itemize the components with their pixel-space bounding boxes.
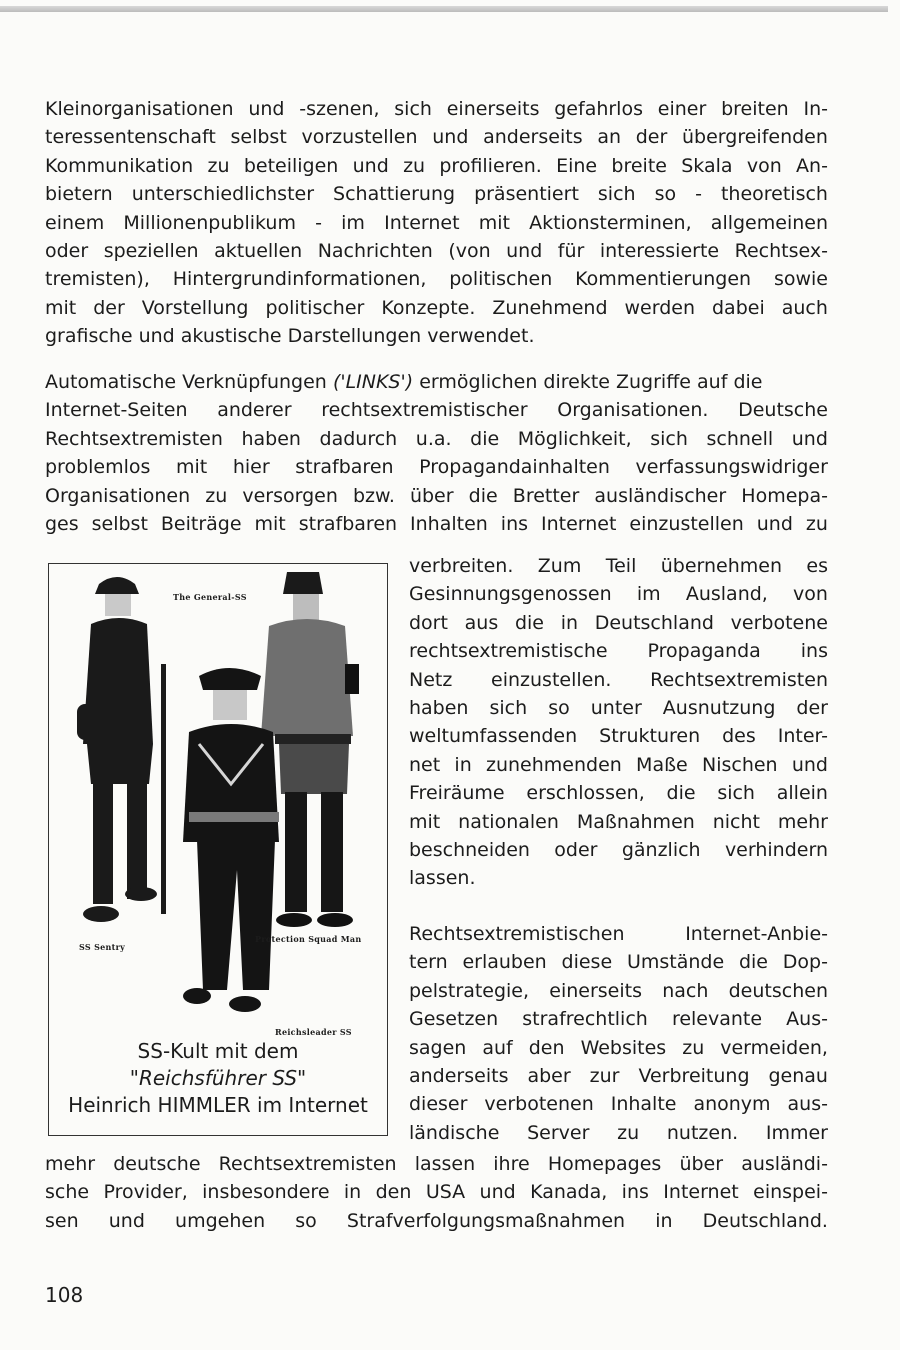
label-protection-squad: Protection Squad Man (255, 934, 362, 944)
paragraph-1 (45, 95, 828, 351)
text-line: dieser verbotenen Inhalte anonym aus- (409, 1093, 828, 1116)
text-line: Internet-Seiten anderer rechtsextremistischer Organisationen. Deutsche (45, 399, 828, 422)
text-line: Netz einzustellen. Rechtsextremisten (409, 668, 828, 691)
text-line: Kommunikation zu beteiligen und zu profilieren. Eine breite Skala von An- (45, 154, 828, 177)
text-line: oder speziellen aktuellen Nachrichten (von und für interessierte Rechtsex- (45, 239, 828, 262)
text-line: sen und umgehen so Strafverfolgungsmaßnahmen in Deutschland. (45, 1209, 828, 1232)
ss-sentry-figure (77, 577, 166, 922)
caption-line-2: "Reichsführer SS" (129, 1066, 307, 1090)
text-line: Freiräume erschlossen, die sich allein (409, 782, 828, 805)
text-line: Rechtsextremisten haben dadurch u.a. die Möglichkeit, sich schnell und (45, 427, 828, 450)
text-line: ges selbst Beiträge mit strafbaren Inhalten ins Internet einzustellen und zu (45, 512, 828, 535)
text-line: Gesinnungsgenossen im Ausland, von (409, 583, 828, 606)
text-line: beschneiden oder gänzlich verhindern (409, 838, 828, 861)
label-ss-sentry: SS Sentry (79, 942, 126, 952)
text-line: teressentenschaft selbst vorzustellen und anderseits an der übergreifenden (45, 126, 828, 149)
column-text-1 (409, 552, 828, 893)
text-line: einem Millionenpublikum - im Internet mit Aktionsterminen, allgemeinen (45, 211, 828, 234)
text-line: Organisationen zu versorgen bzw. über die Bretter ausländischer Homepa- (45, 484, 828, 507)
text-line: haben sich so unter Ausnutzung der (409, 696, 828, 719)
label-general-ss: The General-SS (173, 592, 247, 602)
column-text-2 (409, 920, 828, 1147)
paragraph-bottom (45, 1150, 828, 1235)
text-line: ländische Server zu nutzen. Immer (409, 1121, 828, 1144)
text-line: Kleinorganisationen und -szenen, sich einerseits gefahrlos einer breiten In- (45, 98, 828, 120)
links-term: ('LINKS') (332, 371, 414, 393)
text-line: mehr deutsche Rechtsextremisten lassen ihre Homepages über ausländi- (45, 1153, 828, 1175)
caption-line-3: Heinrich HIMMLER im Internet (68, 1093, 368, 1117)
figure-caption (49, 1038, 387, 1119)
text-line: lassen. (409, 867, 476, 890)
text-line: sche Provider, insbesondere in den USA und Kanada, ins Internet einspei- (45, 1181, 828, 1204)
figure-ss-uniforms (48, 563, 388, 1136)
text-line: mit der Vorstellung politischer Konzepte. Zunehmend werden dabei auch (45, 296, 828, 319)
text-line: dort aus die in Deutschland verbotene (409, 611, 828, 634)
page-number: 108 (45, 1283, 84, 1307)
text-line: weltumfassenden Strukturen des Inter- (409, 725, 828, 748)
label-reichsleader: Reichsleader SS (275, 1027, 352, 1037)
text-line: tern erlauben diese Umstände die Dop- (409, 951, 828, 974)
protection-squad-figure (261, 572, 359, 927)
paragraph-2 (45, 368, 828, 538)
text-line: net in zunehmenden Maße Nischen und (409, 753, 828, 776)
text-line: grafische und akustische Darstellungen verwendet. (45, 325, 535, 348)
text-line: pelstrategie, einerseits nach deutschen (409, 979, 828, 1002)
text-line: sagen auf den Websites zu vermeiden, (409, 1036, 828, 1059)
text-line: Rechtsextremistischen Internet-Anbie- (409, 923, 828, 945)
text-line: mit nationalen Maßnahmen nicht mehr (409, 810, 828, 833)
text-line: rechtsextremistische Propaganda ins (409, 640, 828, 663)
text-line: tremisten), Hintergrundinformationen, politischen Kommentierungen sowie (45, 268, 828, 291)
text-line: bietern unterschiedlichster Schattierung präsentiert sich so - theoretisch (45, 183, 828, 206)
text-line: verbreiten. Zum Teil übernehmen es (409, 555, 828, 577)
uniform-illustration (49, 564, 387, 1034)
text-line: anderseits aber zur Verbreitung genau (409, 1064, 828, 1087)
text-line: Automatische Verknüpfungen ('LINKS') ermöglichen direkte Zugriffe auf die (45, 368, 828, 396)
top-scan-rule (0, 6, 888, 12)
caption-line-1: SS-Kult mit dem (137, 1039, 299, 1063)
text-line: problemlos mit hier strafbaren Propagandainhalten verfassungswidriger (45, 456, 828, 479)
text-line: Gesetzen strafrechtlich relevante Aus- (409, 1008, 828, 1031)
